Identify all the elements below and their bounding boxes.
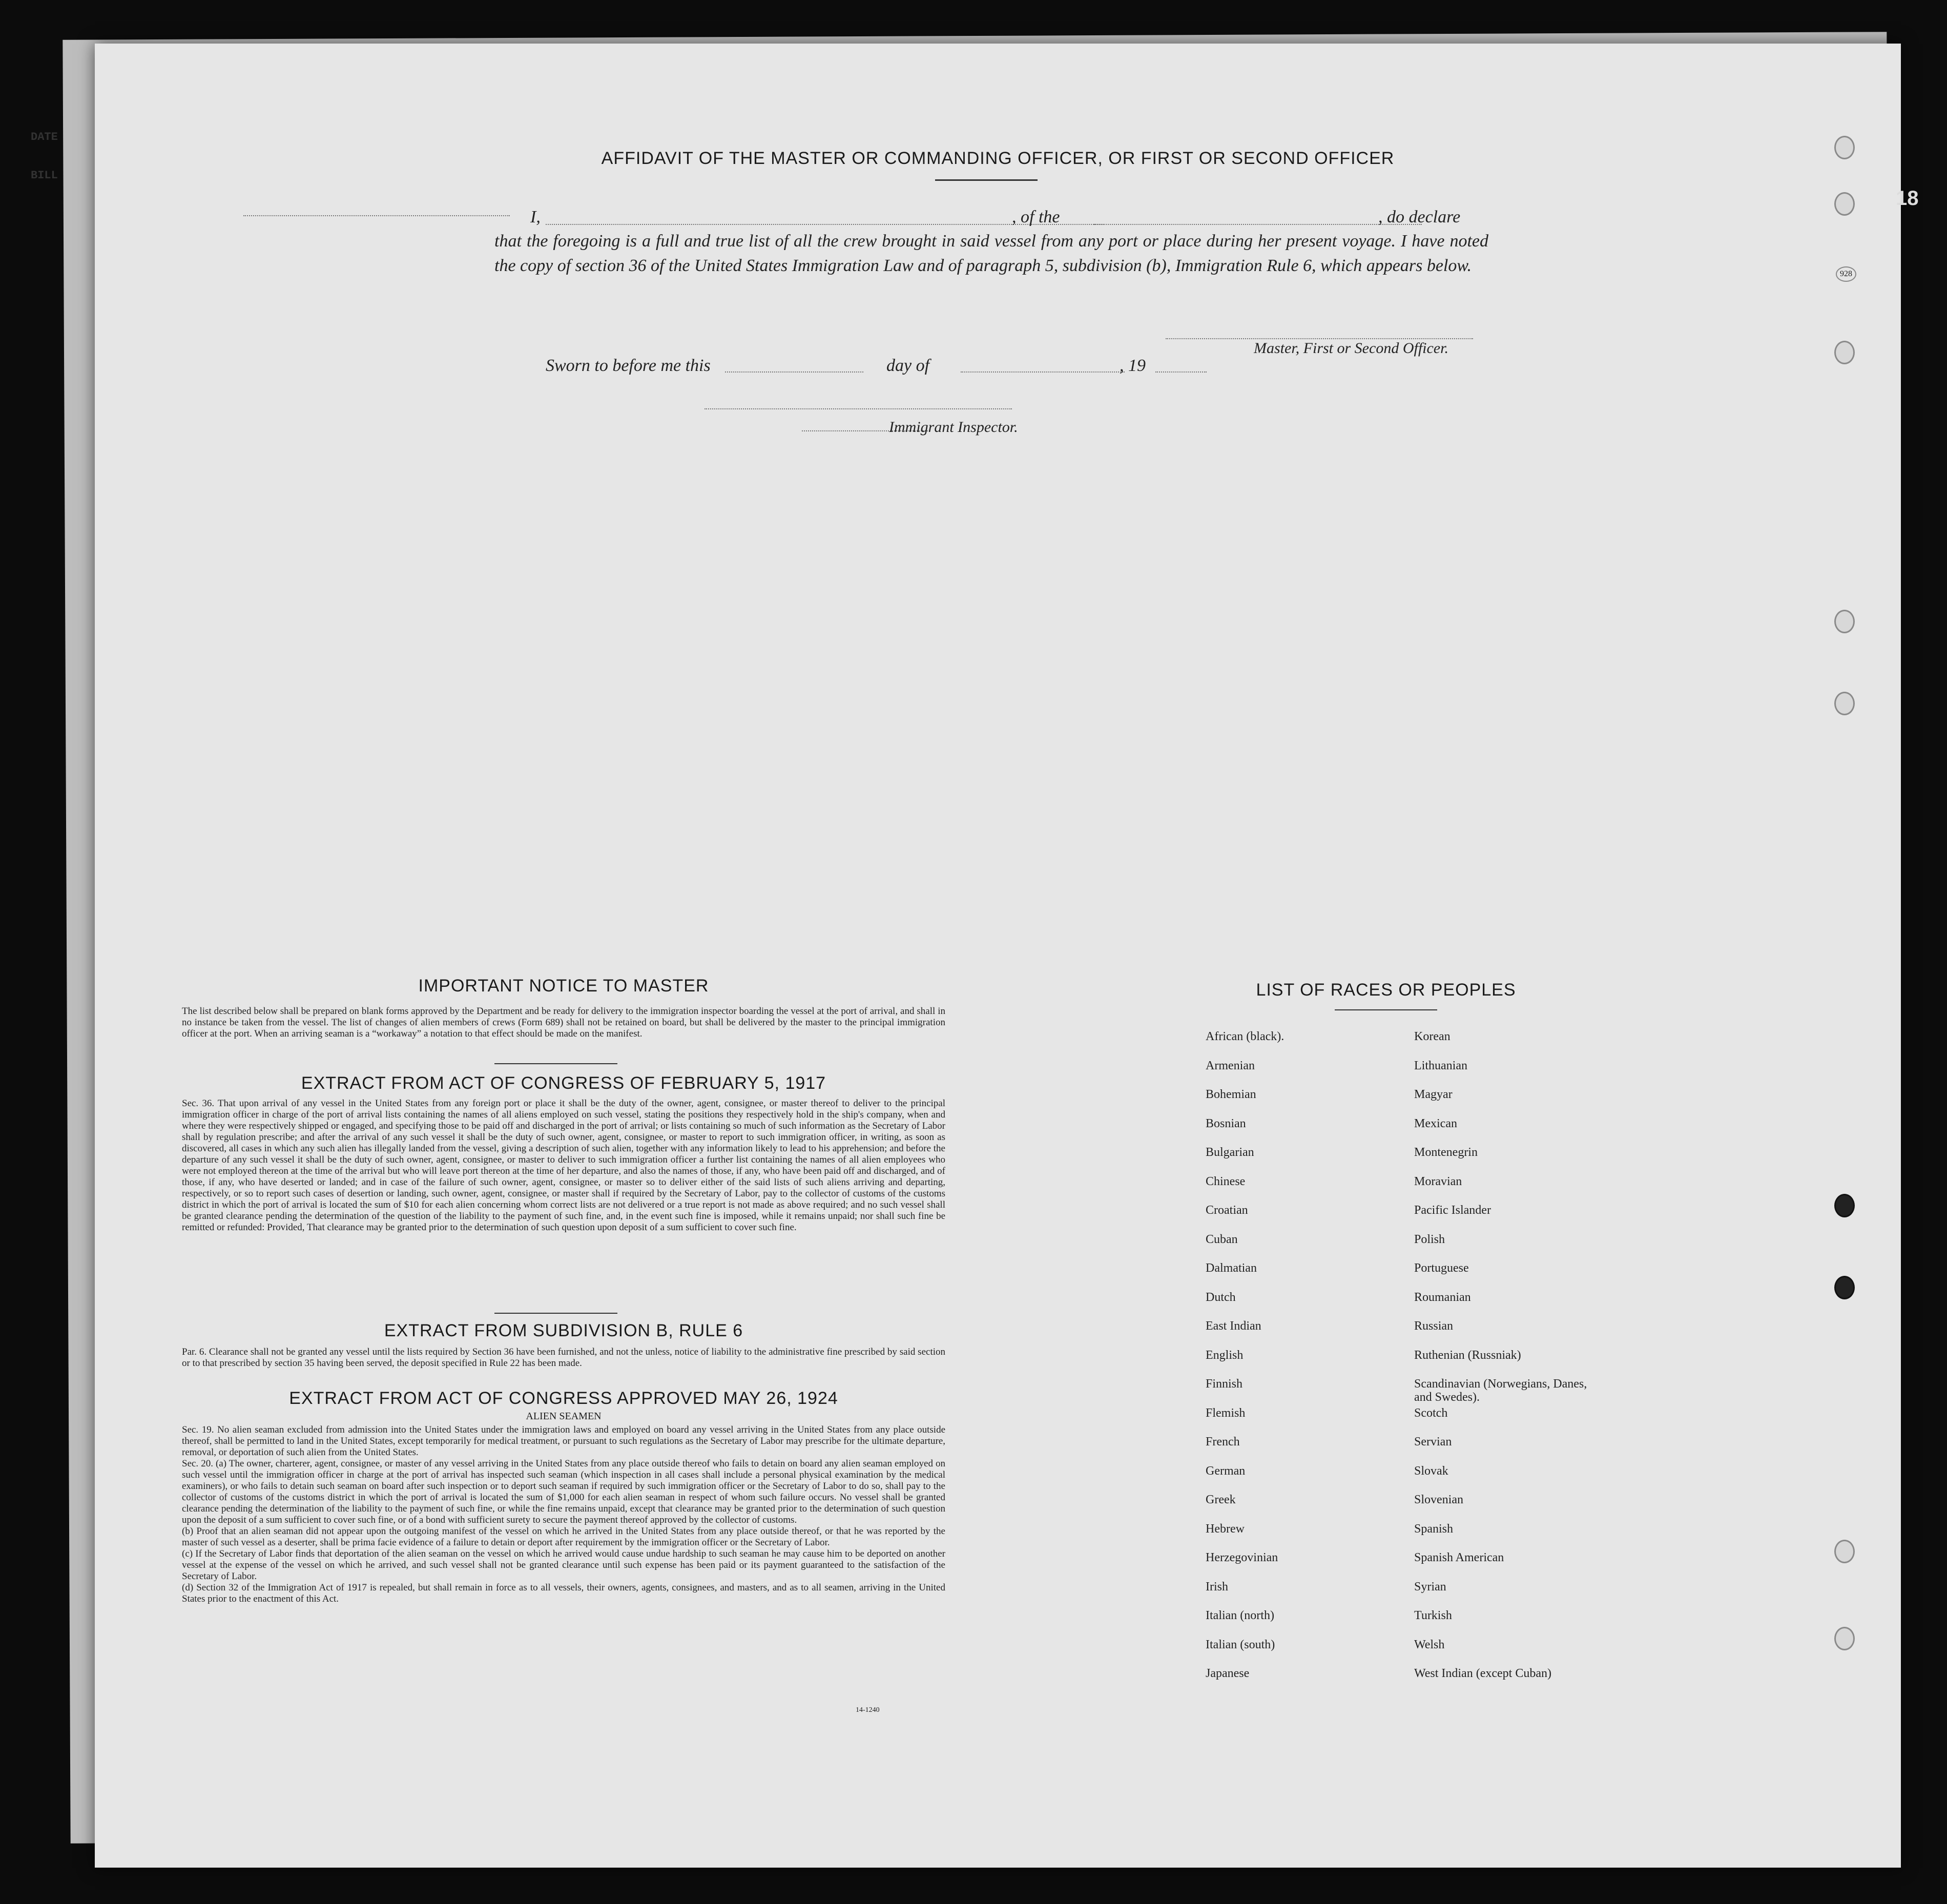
race-item: Bulgarian — [1206, 1146, 1254, 1159]
race-item: Slovak — [1414, 1464, 1448, 1478]
extract-1924-sec19: Sec. 19. No alien seaman excluded from admission into the United States under the immigration laws and employed on board any vessel arriving in the United States from any place outside thereof, shall be permitted to land in the United States, except temporarily for medical treatment, or pursuant to such regulations as the Secretary of Labor may prescribe for the ultimate departure, removal, or deportation of such alien from the United States. — [182, 1424, 945, 1458]
blank-line-left — [243, 215, 510, 216]
race-item: Mexican — [1414, 1116, 1457, 1130]
form-number: 14-1240 — [856, 1706, 880, 1714]
punch-hole — [1834, 192, 1855, 216]
punch-hole — [1834, 1276, 1855, 1299]
race-item: Dalmatian — [1206, 1261, 1257, 1275]
stamp-number: 928 — [1836, 266, 1856, 282]
punch-hole — [1834, 1627, 1855, 1650]
extract-1924-sec20d: (d) Section 32 of the Immigration Act of 1917 is repealed, but shall remain in force as to all vessels, their owners, agents, consignees, and masters, and as to all seamen, arriving in the United States prior to the enactment of this Act. — [182, 1582, 945, 1604]
race-item: Servian — [1414, 1435, 1452, 1448]
inspector-label: Immigrant Inspector. — [889, 419, 1018, 436]
day-of-label: day of — [886, 356, 930, 375]
race-item: Lithuanian — [1414, 1059, 1467, 1072]
race-item: English — [1206, 1348, 1244, 1362]
punch-hole — [1834, 136, 1855, 159]
punch-hole — [1834, 1540, 1855, 1563]
corner-number: 18 — [1896, 187, 1919, 210]
race-item: Polish — [1414, 1232, 1445, 1246]
race-item: Finnish — [1206, 1377, 1243, 1391]
race-item: Bosnian — [1206, 1116, 1246, 1130]
affidavit-do-declare: , do declare — [1378, 208, 1461, 226]
sworn-label: Sworn to before me this — [546, 356, 711, 375]
race-item: Spanish American — [1414, 1551, 1504, 1564]
blank-line-day — [725, 371, 863, 372]
signature-line-inspector — [705, 408, 1012, 409]
affidavit-i-label: I, — [530, 208, 541, 226]
race-item: Russian — [1414, 1319, 1454, 1333]
blank-line-year — [1155, 371, 1207, 372]
race-item: German — [1206, 1464, 1246, 1478]
race-item: Montenegrin — [1414, 1146, 1478, 1159]
race-item: Spanish — [1414, 1522, 1454, 1536]
race-item: Magyar — [1414, 1088, 1453, 1101]
race-item: West Indian (except Cuban) — [1414, 1667, 1551, 1680]
race-item: French — [1206, 1435, 1240, 1448]
extract-1917-title: EXTRACT FROM ACT OF CONGRESS OF FEBRUARY 5, 1917 — [301, 1073, 826, 1093]
race-item: Moravian — [1414, 1174, 1462, 1188]
notice-rule — [494, 1063, 617, 1064]
race-item: Syrian — [1414, 1580, 1446, 1593]
extract-1924-subtitle: ALIEN SEAMEN — [526, 1411, 602, 1422]
race-item: Japanese — [1206, 1667, 1250, 1680]
race-item: Cuban — [1206, 1232, 1238, 1246]
punch-hole — [1834, 1194, 1855, 1217]
blank-line-month — [961, 371, 1125, 372]
extract-rule6-text: Par. 6. Clearance shall not be granted any vessel until the lists required by Section 36 have been furnished, and not the unless, notice of liability to the administrative fine prescribed by said section or to that prescribed by section 35 having been served, the deposit specified in Rule 22 has been made. — [182, 1347, 945, 1369]
race-item: Greek — [1206, 1493, 1236, 1506]
races-rule — [1335, 1009, 1437, 1010]
notice-title: IMPORTANT NOTICE TO MASTER — [418, 976, 709, 996]
race-item: Herzegovinian — [1206, 1551, 1278, 1564]
punch-hole — [1834, 692, 1855, 715]
extract-1924-text — [182, 1424, 945, 1605]
race-item: Slovenian — [1414, 1493, 1463, 1506]
blank-line-vessel — [1094, 224, 1422, 225]
race-item: Portuguese — [1414, 1261, 1469, 1275]
document-page — [95, 44, 1901, 1868]
affidavit-title: AFFIDAVIT OF THE MASTER OR COMMANDING OFFICER, OR FIRST OR SECOND OFFICER — [601, 149, 1395, 168]
punch-hole — [1834, 341, 1855, 364]
extract-1924-title: EXTRACT FROM ACT OF CONGRESS APPROVED MAY 26, 1924 — [289, 1389, 838, 1408]
race-item: Bohemian — [1206, 1088, 1256, 1101]
race-item: Hebrew — [1206, 1522, 1245, 1536]
race-item: Scandinavian (Norwegians, Danes, and Swedes). — [1414, 1377, 1587, 1404]
race-item: Armenian — [1206, 1059, 1255, 1072]
race-item: Irish — [1206, 1580, 1228, 1593]
extract-1924-sec20b: (b) Proof that an alien seaman did not appear upon the outgoing manifest of the vessel on which he arrived in the United States from any place outside thereof, or that he was reported by the master of such vessel as a deserter, shall be prima facie evidence of a failure to detain or deport after requirement by the immigration officer or the Secretary of Labor. — [182, 1526, 945, 1548]
race-item: Scotch — [1414, 1406, 1448, 1420]
race-item: Italian (south) — [1206, 1638, 1275, 1651]
punch-hole — [1834, 610, 1855, 633]
race-item: Pacific Islander — [1414, 1204, 1491, 1217]
extract-1924-sec20c: (c) If the Secretary of Labor finds that deportation of the alien seaman on the vessel on which he arrived would cause undue hardship to such seaman he may cause him to be deported on another vessel at the expense of the vessel on which he arrived, and such vessel shall not be granted clearance until such expense has been paid or its payment guaranteed to the satisfaction of the Secretary of Labor. — [182, 1548, 945, 1582]
race-item: Chinese — [1206, 1174, 1246, 1188]
race-item: Ruthenian (Russniak) — [1414, 1348, 1521, 1362]
signature-line-master — [1166, 338, 1473, 339]
edge-label-date: DATE — [31, 131, 58, 143]
edge-label-bill: BILL — [31, 169, 58, 182]
race-item: Dutch — [1206, 1290, 1236, 1304]
extract-1917-text: Sec. 36. That upon arrival of any vessel in the United States from any foreign port or place it shall be the duty of the owner, agent, consignee, or master thereof to deliver to the principal immigration officer in charge of the port of arrival lists containing the names of all aliens employed on such vessel, stating the positions they respectively hold in the ship's company, when and where they were respectively shipped or engaged, and specifying those to be paid off and discharged in the port of arrival; or lists containing so much of such information as the Secretary of Labor shall by regulation prescribe; and after the arrival of any such vessel it shall be the duty of such owner, agent, consignee, or master to report to such immigration officer, in writing, as soon as discovered, all cases in which any such alien has illegally landed from the vessel, giving a description of such alien, together with any information likely to lead to his apprehension; and before the departure of any such vessel it shall be the duty of such owner, agent, consignee, or master to deliver to such immigration officer a further list containing the names of all alien employees who were not employed thereon at the time of the arrival but who will leave port thereon at the time of her departure, and also the names of those, if any, who have been paid off and discharged, and of those, if any, who have deserted or landed; and in case of the failure of such owner, agent, consignee, or master so to deliver either of the said lists of such aliens arriving and departing, respectively, or so to report such cases of desertion or landing, such owner, agent, consignee, or master shall if required by the Secretary of Labor, pay to the collector of customs of the customs district in which the port of arrival is located the sum of $10 for each alien concerning whom correct lists are not delivered or a true report is not made as above required; and no such vessel shall be granted clearance pending the determination of the question of the liability to the payment of such fine, and, in the event such fine is imposed, while it remains unpaid; nor shall such fine be remitted or refunded: Provided, That clearance may be granted prior to the determination of such question upon deposit of a sum sufficient to cover such fine. — [182, 1098, 945, 1233]
race-item: East Indian — [1206, 1319, 1261, 1333]
race-item: Croatian — [1206, 1204, 1248, 1217]
race-item: Welsh — [1414, 1638, 1445, 1651]
race-item: Flemish — [1206, 1406, 1246, 1420]
affidavit-body: that the foregoing is a full and true list of all the crew brought in said vessel from any port or place during her present voyage. I have noted the copy of section 36 of the United States Immigration Law and of paragraph 5, subdivision (b), Immigration Rule 6, which appears below. — [494, 232, 1488, 275]
race-item: Korean — [1414, 1030, 1451, 1043]
race-item: Turkish — [1414, 1609, 1452, 1622]
affidavit-of-the: , of the — [1012, 208, 1060, 226]
race-item: Italian (north) — [1206, 1609, 1274, 1622]
year-label: , 19 — [1120, 356, 1146, 375]
master-label: Master, First or Second Officer. — [1254, 340, 1448, 357]
title-rule — [935, 179, 1038, 181]
race-item: Roumanian — [1414, 1290, 1471, 1304]
race-item: African (black). — [1206, 1030, 1285, 1043]
extract-1924-sec20a: Sec. 20. (a) The owner, charterer, agent, consignee, or master of any vessel arriving in the United States from any place outside thereof who fails to detain on board any alien seaman employed on such vessel until the immigration officer in charge at the port of arrival has inspected such seaman (which inspection in all cases shall include a personal physical examination by the medical examiners), or who fails to detain such seaman on board after such inspection or to deport such seaman if required by such immigration officer or the Secretary of Labor to do so, shall pay to the collector of customs of the customs district in which the port of arrival is located the sum of $1,000 for each alien seaman in respect of whom such failure occurs. No vessel shall be granted clearance pending the determination of the liability to the payment of such fine, or while the fine remains unpaid, except that clearance may be granted prior to the determination of such question upon the deposit of a sum sufficient to cover such fine, or of a bond with sufficient surety to secure the payment thereof approved by the collector of customs. — [182, 1458, 945, 1525]
extract-rule6-title: EXTRACT FROM SUBDIVISION B, RULE 6 — [384, 1321, 743, 1340]
notice-text: The list described below shall be prepared on blank forms approved by the Department and be ready for delivery to the immigration inspector boarding the vessel at the port of arrival, and shall in no instance be taken from the vessel. The list of changes of alien members of crews (Form 689) shall not be retained on board, but shall be delivered by the master to the principal immigration officer at the port. When an arriving seaman is a “workaway” a notation to that effect should be made on the manifest. — [182, 1006, 945, 1039]
extract-1917-rule — [494, 1313, 617, 1314]
races-title: LIST OF RACES OR PEOPLES — [1256, 980, 1516, 1000]
